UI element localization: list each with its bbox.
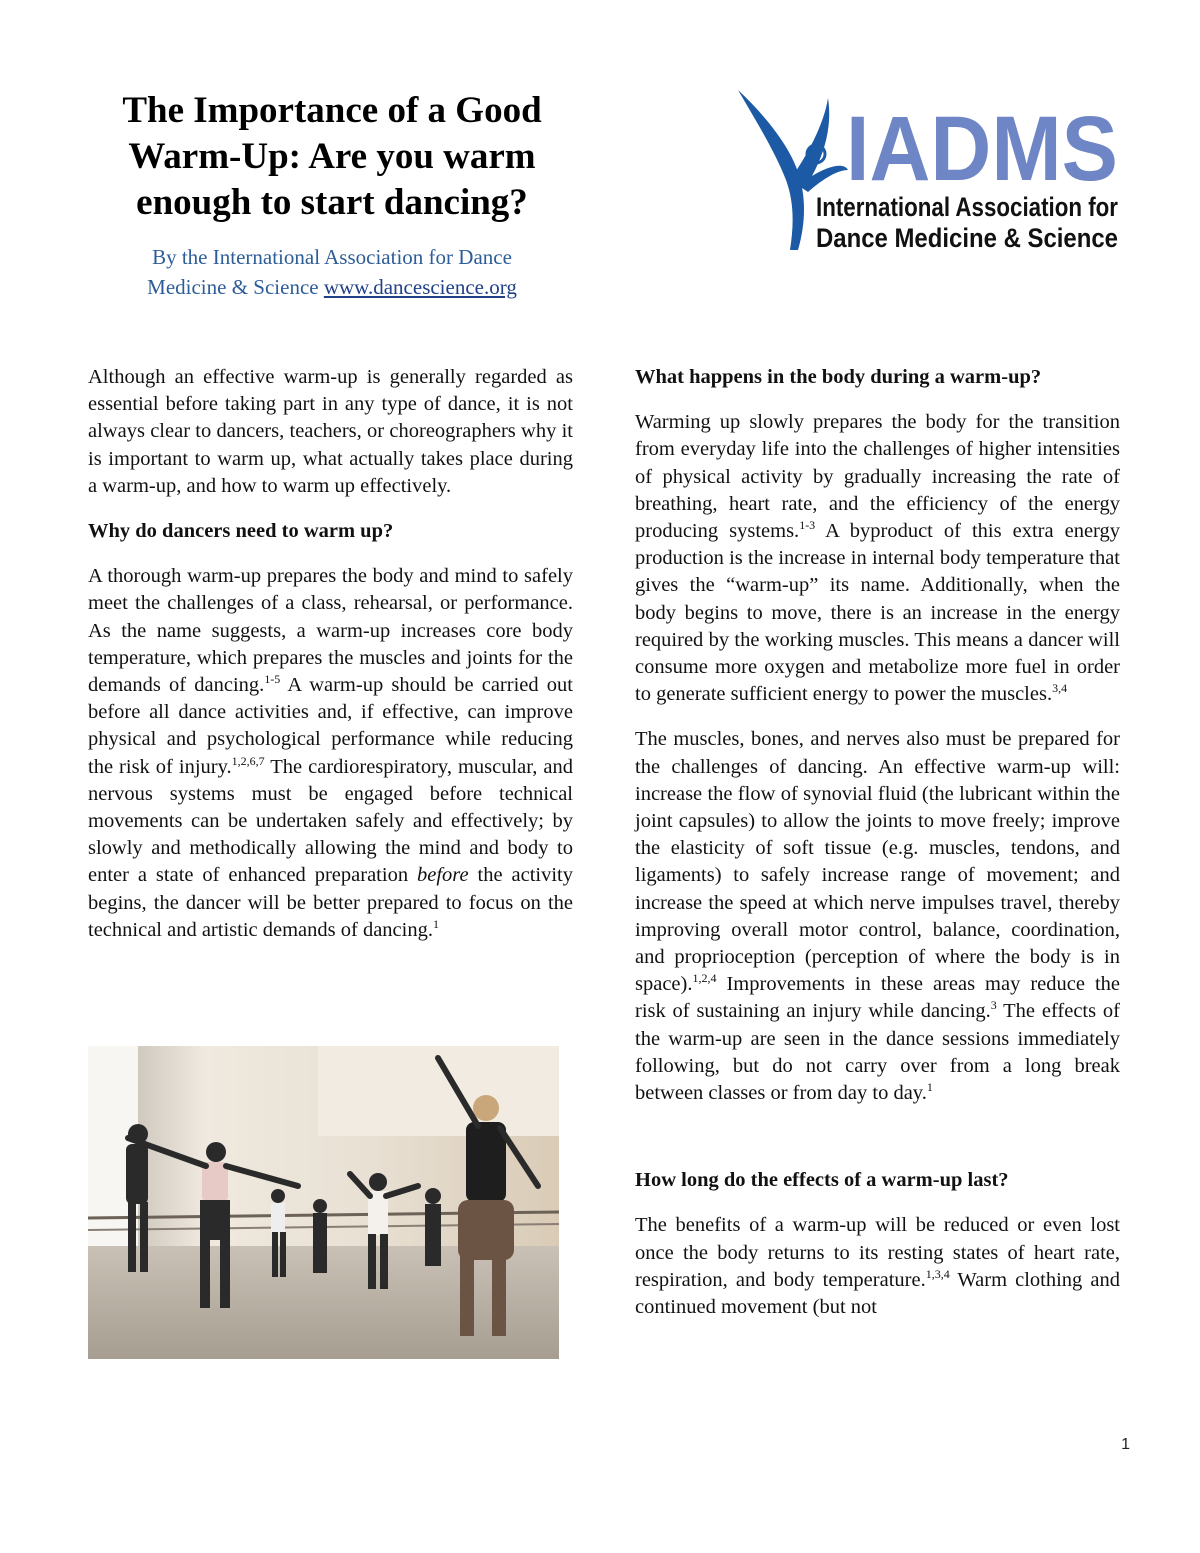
page-number: 1 bbox=[1121, 1436, 1130, 1453]
heading-body-during-warm-up: What happens in the body during a warm-up? bbox=[635, 366, 1042, 388]
last-paragraph: The benefits of a warm-up will be reduced or even lost once the body returns to its resting states of heart rate, respiration, and body temperature.$^{1,3,4}$ Warm clothing and continued movement (but not bbox=[635, 1214, 1120, 1319]
citation: 3,4 bbox=[1052, 681, 1068, 696]
heading-how-long: How long do the effects of a warm-up last? bbox=[635, 1169, 1009, 1192]
heading-why-warm-up: Why do dancers need to warm up? bbox=[88, 520, 394, 543]
dancer-swoosh-icon bbox=[738, 90, 804, 250]
logo-acronym: IADMS bbox=[846, 98, 1118, 200]
website-link[interactable]: www.dancescience.org bbox=[323, 275, 517, 299]
why-paragraph: A thorough warm-up prepares the body and mind to safely meet the challenges of a class, rehearsal, or performance. As the name suggests, a warm-up increases core body temperature, which prepares the muscles and joints for the demands of dancing.$^{1-5}$ A warm-up should be carried out before all dance activities and, if effective, can improve physical and psychological performance while reducing the risk of injury.$^{1,2,6,7}$ The cardiorespiratory, muscular, and nervous systems must be engaged before technical movements can be undertaken safely and effectively; by slowly and methodically allowing the mind and body to enter a state of enhanced preparation before the activity begins, the dancer will be better prepared to focus on the technical and artistic demands of dancing.$^1$ bbox=[88, 565, 573, 941]
logo-tagline-2: Dance Medicine & Science bbox=[816, 223, 1118, 253]
citation: 1,2,6,7 bbox=[231, 753, 265, 768]
right-column bbox=[635, 364, 1120, 1339]
byline-line-1: By the International Association for Dance bbox=[152, 245, 512, 269]
left-column bbox=[88, 364, 573, 962]
byline-line-2: Medicine & Science bbox=[147, 275, 319, 299]
citation: 1 bbox=[432, 916, 439, 931]
title-line-3: enough to start dancing? bbox=[136, 182, 528, 223]
dance-class-photo bbox=[88, 1046, 559, 1359]
citation: 1,3,4 bbox=[925, 1266, 950, 1281]
body-paragraph-1: Warming up slowly prepares the body for the transition from everyday life into the challenges of higher intensities of physical activity by gradually increasing the rate of breathing, heart rate, and the efficiency of the energy producing systems.$^{1-3}$ A byproduct of this extra energy production is the increase in internal body temperature that gives the “warm-up” its name. Additionally, when the body begins to move, there is an increase in the energy required by the working muscles. This means a dancer will consume more oxygen and metabolize more fuel in order to generate sufficient energy to power the muscles.$^{3,4}$ bbox=[635, 411, 1121, 706]
logo-tagline-1: International Association for bbox=[816, 192, 1119, 222]
citation: 3 bbox=[990, 998, 997, 1013]
citation: 1-3 bbox=[799, 518, 816, 533]
intro-paragraph: Although an effective warm-up is generally regarded as essential before taking part in any type of dance, it is not always clear to dancers, teachers, or choreographers why it is important to warm up, what actually takes place during a warm-up, and how to warm up effectively. bbox=[88, 366, 573, 497]
citation: 1 bbox=[926, 1080, 933, 1095]
body-paragraph-2: The muscles, bones, and nerves also must be prepared for the challenges of dancing. An effective warm-up will: increase the flow of synovial fluid (the lubricant within the joint capsules) to allow the joints to move freely; improve the elasticity of soft tissue (e.g. muscles, tendons, and ligaments) to safely increase range of movement; and increase the speed at which nerve impulses travel, thereby improving overall motor control, balance, coordination, and proprioception (perception of where the body is in space).$^{1,2,4}$ Improvements in these areas may reduce the risk of sustaining an injury while dancing.$^3$ The effects of the warm-up are seen in the dance sessions immediately following, but do not carry over from a long break between classes or from day to day.$^1$ bbox=[635, 728, 1120, 1105]
emphasis: before bbox=[417, 864, 469, 887]
title-line-1: The Importance of a Good bbox=[122, 90, 542, 131]
citation: 1-5 bbox=[264, 672, 281, 687]
iadms-logo bbox=[728, 84, 1128, 256]
title-line-2: Warm-Up: Are you warm bbox=[128, 136, 536, 177]
byline bbox=[92, 242, 572, 302]
citation: 1,2,4 bbox=[692, 971, 717, 986]
page-title bbox=[92, 88, 572, 226]
